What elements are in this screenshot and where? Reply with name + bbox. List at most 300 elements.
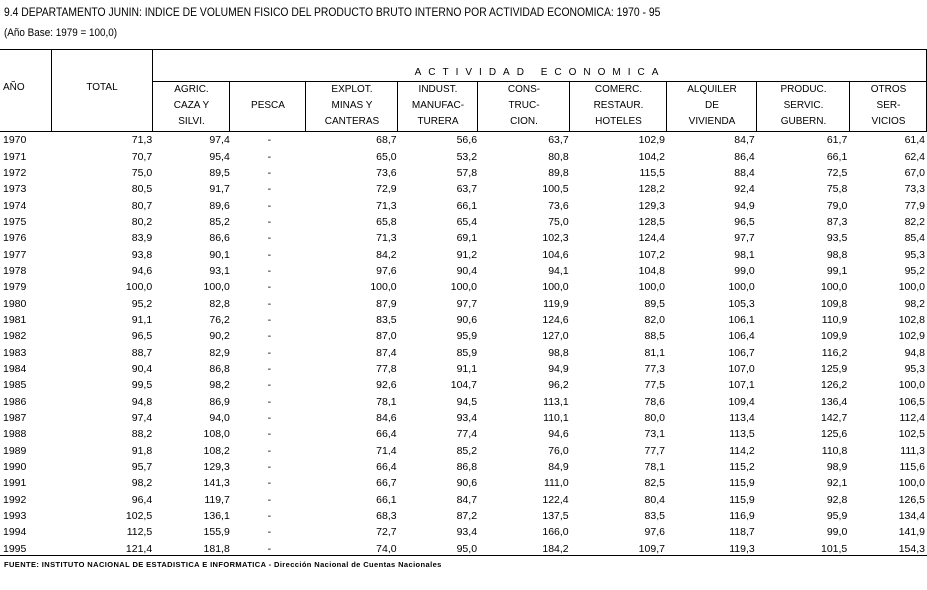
- value-cell: 141,9: [898, 526, 925, 539]
- value-cell: 94,0: [209, 412, 230, 425]
- table-row: [0, 443, 927, 459]
- value-cell: 87,2: [456, 510, 478, 523]
- value-cell: -: [267, 183, 272, 196]
- value-cell: 80,8: [548, 150, 569, 163]
- column-header-line: HOTELES: [595, 116, 642, 127]
- value-cell: 90,1: [209, 248, 230, 261]
- value-cell: 88,2: [131, 428, 153, 441]
- data-table: [0, 132, 927, 557]
- table-row: [0, 263, 927, 279]
- value-cell: 104,8: [638, 264, 665, 277]
- table-row: [0, 394, 927, 410]
- value-cell: 129,3: [638, 199, 665, 212]
- value-cell: 73,6: [548, 199, 569, 212]
- value-cell: 96,2: [548, 379, 569, 392]
- value-cell: 65,0: [376, 150, 397, 163]
- value-cell: 89,5: [209, 166, 230, 179]
- value-cell: 111,0: [543, 477, 569, 490]
- value-cell: 95,9: [826, 510, 848, 523]
- value-cell: -: [267, 542, 272, 555]
- value-cell: -: [267, 134, 272, 147]
- year-cell: 1993: [3, 510, 27, 523]
- value-cell: 112,5: [126, 526, 153, 539]
- table-row: [0, 344, 927, 360]
- value-cell: 128,2: [638, 183, 665, 196]
- value-cell: 97,7: [456, 297, 478, 310]
- value-cell: 100,0: [542, 281, 569, 294]
- value-cell: -: [267, 428, 272, 441]
- value-cell: 72,9: [376, 183, 397, 196]
- value-cell: 86,8: [209, 362, 230, 375]
- value-cell: 95,7: [131, 461, 153, 474]
- value-cell: 77,9: [904, 199, 925, 212]
- value-cell: 90,6: [456, 477, 478, 490]
- table-row: [0, 508, 927, 524]
- year-cell: 1979: [3, 281, 27, 294]
- value-cell: -: [267, 297, 272, 310]
- col-divider: [756, 81, 757, 132]
- value-cell: 87,9: [376, 297, 397, 310]
- value-cell: 96,5: [734, 215, 755, 228]
- table-row: [0, 246, 927, 262]
- value-cell: 115,9: [729, 477, 755, 490]
- value-cell: -: [267, 395, 272, 408]
- value-cell: 65,4: [456, 215, 478, 228]
- value-cell: 78,6: [644, 395, 665, 408]
- value-cell: 100,0: [370, 281, 397, 294]
- value-cell: 95,9: [456, 330, 478, 343]
- value-cell: 53,2: [456, 150, 478, 163]
- value-cell: 90,2: [209, 330, 230, 343]
- value-cell: 72,5: [826, 166, 848, 179]
- column-header-line: DE: [705, 100, 719, 111]
- value-cell: 81,1: [644, 346, 665, 359]
- value-cell: 76,2: [209, 313, 230, 326]
- value-cell: -: [267, 477, 272, 490]
- value-cell: 82,5: [644, 477, 665, 490]
- value-cell: 84,2: [376, 248, 397, 261]
- value-cell: 106,1: [728, 313, 755, 326]
- value-cell: 181,8: [203, 542, 230, 555]
- value-cell: 95,2: [131, 297, 153, 310]
- table-row: [0, 492, 927, 508]
- value-cell: 61,7: [826, 134, 848, 147]
- value-cell: 124,4: [638, 232, 665, 245]
- value-cell: 106,5: [898, 395, 925, 408]
- value-cell: 98,2: [131, 477, 153, 490]
- year-cell: 1980: [3, 297, 27, 310]
- table-row: [0, 279, 927, 295]
- value-cell: 89,5: [644, 297, 665, 310]
- value-cell: 71,3: [376, 199, 397, 212]
- col-divider: [569, 81, 570, 132]
- year-cell: 1970: [3, 134, 27, 147]
- value-cell: 77,4: [456, 428, 478, 441]
- value-cell: 98,1: [734, 248, 755, 261]
- column-header-line: TRUC-: [508, 100, 540, 111]
- value-cell: 90,4: [131, 362, 153, 375]
- value-cell: 115,2: [729, 461, 755, 474]
- value-cell: 57,8: [456, 166, 478, 179]
- value-cell: 94,1: [548, 264, 569, 277]
- value-cell: 111,3: [900, 444, 925, 457]
- value-cell: 126,2: [821, 379, 848, 392]
- value-cell: 87,4: [376, 346, 397, 359]
- column-header-line: TURERA: [417, 116, 459, 127]
- value-cell: 66,7: [376, 477, 397, 490]
- value-cell: 100,0: [898, 281, 925, 294]
- column-header-line: MINAS Y: [331, 100, 373, 111]
- value-cell: 77,8: [376, 362, 397, 375]
- value-cell: 94,6: [548, 428, 569, 441]
- value-cell: 106,4: [728, 330, 755, 343]
- value-cell: 85,4: [904, 232, 925, 245]
- value-cell: 136,1: [203, 510, 230, 523]
- value-cell: 95,4: [209, 150, 230, 163]
- value-cell: 70,7: [131, 150, 153, 163]
- year-cell: 1972: [3, 166, 27, 179]
- value-cell: 118,7: [729, 526, 755, 539]
- table-row: [0, 132, 927, 148]
- column-header-line: AGRIC.: [174, 84, 209, 95]
- year-cell: 1977: [3, 248, 27, 261]
- value-cell: 113,5: [729, 428, 755, 441]
- value-cell: 98,8: [548, 346, 569, 359]
- table-row: [0, 165, 927, 181]
- table-row: [0, 410, 927, 426]
- value-cell: 113,4: [729, 412, 755, 425]
- table-row: [0, 475, 927, 491]
- value-cell: 107,1: [728, 379, 755, 392]
- value-cell: 82,9: [209, 346, 230, 359]
- value-cell: 119,9: [543, 297, 569, 310]
- col-divider: [849, 81, 850, 132]
- value-cell: 100,0: [638, 281, 665, 294]
- value-cell: 98,9: [826, 461, 848, 474]
- value-cell: 128,5: [638, 215, 665, 228]
- value-cell: 83,5: [376, 313, 397, 326]
- col-divider: [305, 81, 306, 132]
- value-cell: 108,0: [203, 428, 230, 441]
- value-cell: -: [267, 493, 272, 506]
- column-header-line: CONS-: [507, 84, 541, 95]
- year-cell: 1986: [3, 395, 27, 408]
- value-cell: 80,4: [644, 493, 665, 506]
- header-top-rule: [0, 49, 927, 50]
- value-cell: 79,0: [826, 199, 848, 212]
- column-header-line: ALQUILER: [687, 84, 737, 95]
- value-cell: 71,3: [131, 134, 153, 147]
- value-cell: 92,8: [826, 493, 848, 506]
- value-cell: 85,2: [209, 215, 230, 228]
- value-cell: 84,6: [376, 412, 397, 425]
- value-cell: 93,1: [209, 264, 230, 277]
- value-cell: 109,9: [821, 330, 848, 343]
- value-cell: 100,0: [203, 281, 230, 294]
- value-cell: 99,1: [826, 264, 848, 277]
- value-cell: 98,8: [826, 248, 848, 261]
- value-cell: 97,4: [131, 412, 153, 425]
- value-cell: 102,5: [125, 510, 153, 523]
- value-cell: 106,7: [728, 346, 755, 359]
- table-row: [0, 328, 927, 344]
- value-cell: 92,6: [376, 379, 397, 392]
- value-cell: 90,6: [456, 313, 478, 326]
- value-cell: -: [267, 281, 272, 294]
- value-cell: 100,0: [450, 281, 478, 294]
- actividad-header: ACTIVIDAD ECONOMICA: [414, 67, 666, 78]
- value-cell: 80,7: [131, 199, 153, 212]
- value-cell: -: [267, 362, 272, 375]
- value-cell: 91,1: [131, 313, 153, 326]
- column-header-line: VIVIENDA: [688, 116, 736, 127]
- value-cell: 71,3: [376, 232, 397, 245]
- value-cell: 102,9: [898, 330, 925, 343]
- value-cell: 80,0: [644, 412, 665, 425]
- value-cell: 104,7: [450, 379, 478, 392]
- value-cell: 109,4: [728, 395, 755, 408]
- value-cell: 95,2: [904, 264, 925, 277]
- value-cell: 110,1: [543, 412, 569, 425]
- value-cell: 107,0: [728, 362, 755, 375]
- value-cell: 92,1: [826, 477, 848, 490]
- value-cell: 155,9: [203, 526, 230, 539]
- year-cell: 1985: [3, 379, 27, 392]
- table-row: [0, 181, 927, 197]
- value-cell: 100,5: [542, 183, 569, 196]
- value-cell: 75,0: [548, 215, 569, 228]
- value-cell: 113,1: [543, 395, 569, 408]
- value-cell: 114,2: [729, 444, 755, 457]
- col-divider: [229, 81, 230, 132]
- column-header-line: SER-: [876, 100, 901, 111]
- value-cell: 80,2: [131, 215, 153, 228]
- value-cell: 93,4: [456, 526, 478, 539]
- value-cell: 102,5: [898, 428, 925, 441]
- value-cell: 92,4: [734, 183, 755, 196]
- value-cell: -: [267, 215, 272, 228]
- column-header-line: MANUFAC-: [411, 100, 465, 111]
- value-cell: 95,0: [456, 542, 478, 555]
- value-cell: 86,9: [209, 395, 230, 408]
- value-cell: 76,0: [548, 444, 569, 457]
- value-cell: 66,1: [376, 493, 397, 506]
- value-cell: 97,6: [644, 526, 665, 539]
- column-header-line: VICIOS: [871, 116, 906, 127]
- value-cell: 119,7: [204, 493, 230, 506]
- value-cell: 94,5: [456, 395, 478, 408]
- table-row: [0, 377, 927, 393]
- value-cell: 77,7: [644, 444, 665, 457]
- value-cell: 63,7: [548, 134, 569, 147]
- value-cell: 124,6: [542, 313, 569, 326]
- year-cell: 1983: [3, 346, 27, 359]
- value-cell: 83,9: [131, 232, 153, 245]
- value-cell: -: [267, 461, 272, 474]
- table-row: [0, 312, 927, 328]
- value-cell: 86,4: [734, 150, 755, 163]
- value-cell: 115,6: [899, 461, 925, 474]
- table-row: [0, 426, 927, 442]
- total-header: TOTAL: [86, 82, 118, 93]
- page-title: 9.4 DEPARTAMENTO JUNIN: INDICE DE VOLUMEN FISICO DEL PRODUCTO BRUTO INTERNO POR ACTIVIDAD ECONOMICA: 1970 - 95: [4, 7, 661, 19]
- year-cell: 1990: [3, 461, 27, 474]
- column-header-line: RESTAUR.: [593, 100, 644, 111]
- year-cell: 1992: [3, 493, 27, 506]
- value-cell: 63,7: [456, 183, 478, 196]
- value-cell: -: [267, 510, 272, 523]
- value-cell: 97,4: [209, 134, 230, 147]
- column-header-line: EXPLOT.: [331, 84, 373, 95]
- year-cell: 1981: [3, 313, 27, 326]
- value-cell: 94,9: [734, 199, 755, 212]
- value-cell: -: [267, 379, 272, 392]
- value-cell: -: [267, 248, 272, 261]
- value-cell: 104,2: [638, 150, 665, 163]
- value-cell: 83,5: [644, 510, 665, 523]
- value-cell: 137,5: [542, 510, 569, 523]
- column-header-line: INDUST.: [418, 84, 458, 95]
- column-header-line: CION.: [510, 116, 538, 127]
- value-cell: 108,2: [203, 444, 230, 457]
- value-cell: 86,6: [209, 232, 230, 245]
- value-cell: 105,3: [728, 297, 755, 310]
- value-cell: 78,1: [376, 395, 397, 408]
- table-row: [0, 214, 927, 230]
- value-cell: -: [267, 232, 272, 245]
- value-cell: 84,7: [456, 493, 478, 506]
- column-header-line: PRODUC.: [780, 84, 827, 95]
- year-cell: 1989: [3, 444, 27, 457]
- value-cell: 129,3: [203, 461, 230, 474]
- value-cell: 84,7: [734, 134, 755, 147]
- value-cell: 61,4: [904, 134, 925, 147]
- value-cell: 82,2: [904, 215, 925, 228]
- value-cell: -: [267, 444, 272, 457]
- value-cell: 95,3: [904, 362, 925, 375]
- column-header-line: CAZA Y: [173, 100, 210, 111]
- value-cell: 87,0: [376, 330, 397, 343]
- value-cell: 134,4: [898, 510, 925, 523]
- value-cell: 88,7: [131, 346, 153, 359]
- value-cell: 73,6: [376, 166, 397, 179]
- value-cell: 94,8: [131, 395, 153, 408]
- table-row: [0, 230, 927, 246]
- value-cell: 94,8: [904, 346, 925, 359]
- value-cell: 104,6: [542, 248, 569, 261]
- value-cell: 142,7: [821, 412, 848, 425]
- table-row: [0, 459, 927, 475]
- value-cell: -: [267, 313, 272, 326]
- value-cell: 74,0: [376, 542, 397, 555]
- value-cell: 66,1: [826, 150, 848, 163]
- table-row: [0, 295, 927, 311]
- value-cell: 99,5: [131, 379, 153, 392]
- year-cell: 1994: [3, 526, 27, 539]
- year-cell: 1982: [3, 330, 27, 343]
- value-cell: 100,0: [728, 281, 755, 294]
- value-cell: 93,8: [131, 248, 153, 261]
- value-cell: -: [267, 330, 272, 343]
- value-cell: 127,0: [542, 330, 569, 343]
- value-cell: 122,4: [542, 493, 569, 506]
- value-cell: 91,8: [131, 444, 153, 457]
- value-cell: 71,4: [376, 444, 397, 457]
- value-cell: 66,4: [376, 461, 397, 474]
- value-cell: -: [267, 412, 272, 425]
- value-cell: 66,4: [376, 428, 397, 441]
- value-cell: 78,1: [644, 461, 665, 474]
- value-cell: 100,0: [898, 379, 925, 392]
- value-cell: 110,8: [821, 444, 848, 457]
- value-cell: 107,2: [638, 248, 665, 261]
- value-cell: 82,8: [209, 297, 230, 310]
- value-cell: 109,8: [821, 297, 848, 310]
- value-cell: 102,9: [638, 134, 665, 147]
- value-cell: 116,2: [821, 346, 848, 359]
- value-cell: 85,2: [456, 444, 478, 457]
- value-cell: 184,2: [542, 542, 569, 555]
- value-cell: 77,5: [644, 379, 665, 392]
- value-cell: 112,4: [899, 412, 925, 425]
- value-cell: 68,3: [376, 510, 397, 523]
- value-cell: 93,5: [826, 232, 848, 245]
- value-cell: 86,8: [456, 461, 478, 474]
- value-cell: 67,0: [904, 166, 925, 179]
- value-cell: 75,0: [131, 166, 153, 179]
- value-cell: 91,2: [456, 248, 478, 261]
- value-cell: 69,1: [456, 232, 478, 245]
- value-cell: 102,8: [898, 313, 925, 326]
- value-cell: 99,0: [826, 526, 848, 539]
- col-divider: [397, 81, 398, 132]
- value-cell: 126,5: [898, 493, 925, 506]
- value-cell: 96,5: [131, 330, 153, 343]
- value-cell: 68,7: [376, 134, 397, 147]
- source-footer: FUENTE: INSTITUTO NACIONAL DE ESTADISTICA E INFORMATICA - Dirección Nacional de Cuentas Nacionales: [4, 560, 442, 569]
- value-cell: 115,9: [729, 493, 755, 506]
- year-cell: 1987: [3, 412, 27, 425]
- value-cell: -: [267, 150, 272, 163]
- value-cell: 109,7: [638, 542, 665, 555]
- table-row: [0, 148, 927, 164]
- year-cell: 1995: [3, 542, 27, 555]
- column-header-line: COMERC.: [594, 84, 643, 95]
- column-header-line: GUBERN.: [780, 116, 827, 127]
- year-cell: 1975: [3, 215, 27, 228]
- value-cell: 125,9: [821, 362, 848, 375]
- value-cell: 82,0: [644, 313, 665, 326]
- value-cell: 136,4: [821, 395, 848, 408]
- value-cell: -: [267, 199, 272, 212]
- column-header-line: OTROS: [870, 84, 907, 95]
- value-cell: 80,5: [131, 183, 153, 196]
- value-cell: 98,2: [209, 379, 230, 392]
- value-cell: 166,0: [542, 526, 569, 539]
- value-cell: 65,8: [376, 215, 397, 228]
- value-cell: 98,2: [904, 297, 925, 310]
- value-cell: 121,4: [125, 542, 153, 555]
- value-cell: -: [267, 346, 272, 359]
- col-divider: [666, 81, 667, 132]
- value-cell: 154,3: [898, 542, 925, 555]
- year-cell: 1988: [3, 428, 27, 441]
- value-cell: 119,3: [729, 542, 755, 555]
- value-cell: 125,6: [821, 428, 848, 441]
- value-cell: 102,3: [542, 232, 569, 245]
- value-cell: -: [267, 166, 272, 179]
- value-cell: 66,1: [456, 199, 478, 212]
